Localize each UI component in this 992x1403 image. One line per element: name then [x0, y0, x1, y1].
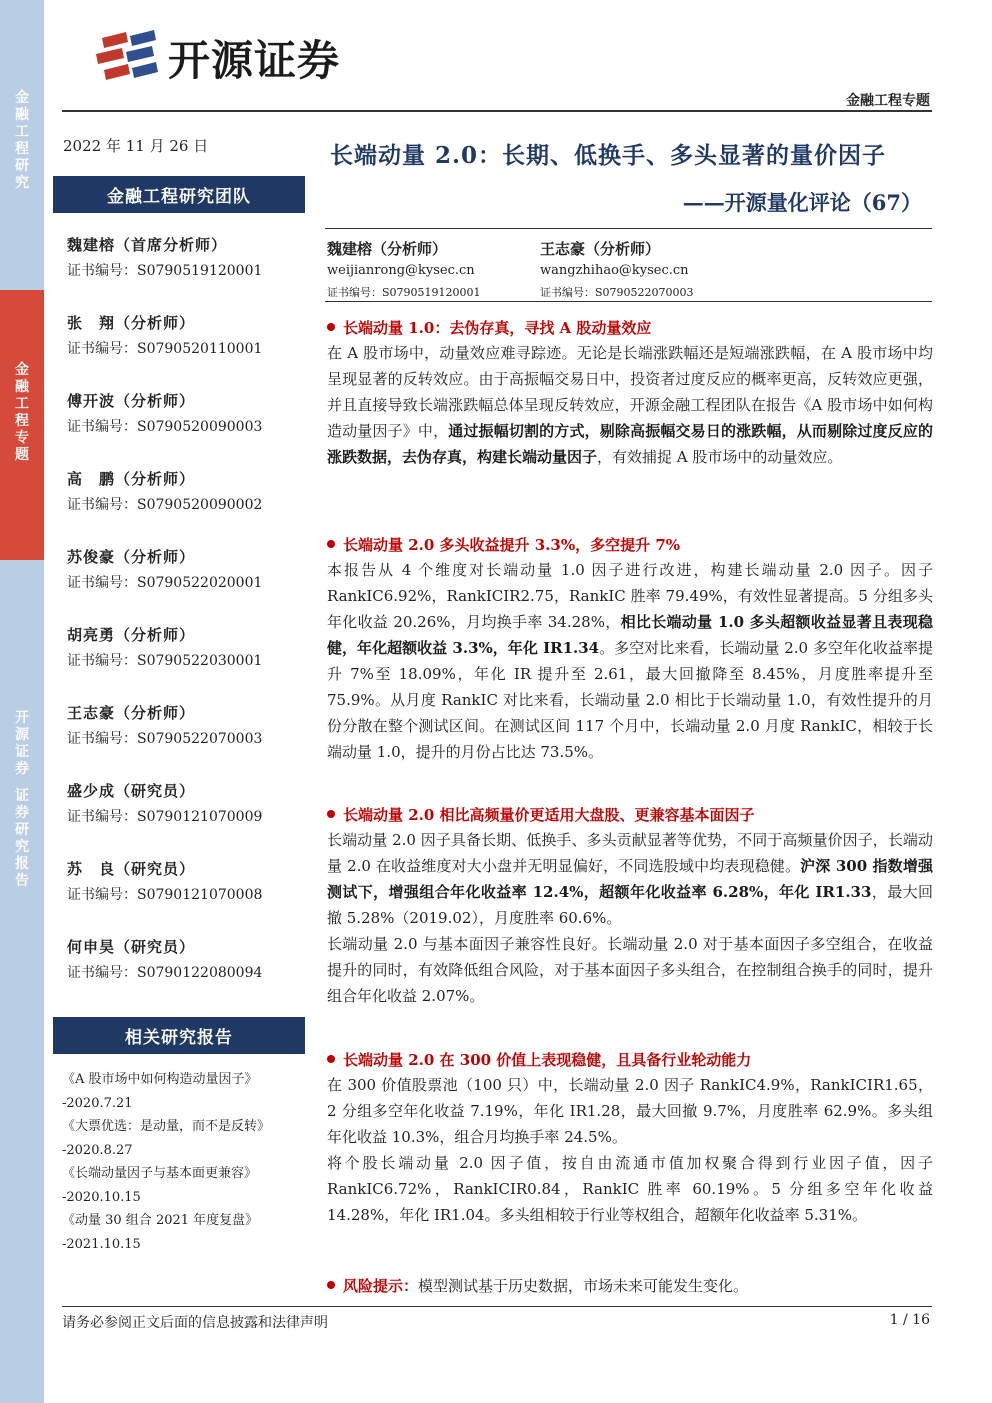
analyst-card — [327, 238, 481, 300]
sidebar-char: 研 — [15, 822, 29, 838]
related-report-link[interactable]: 《长端动量因子与基本面更兼容》 — [62, 1166, 258, 1181]
analyst-cert: 证书编号：S0790522070003 — [540, 286, 694, 299]
team-member — [67, 936, 307, 1014]
member-name: 苏俊豪（分析师） — [67, 548, 196, 566]
section-heading-text: 长端动量 2.0 多头收益提升 3.3%，多空提升 7% — [343, 535, 681, 554]
report-category: 金融工程专题 — [846, 93, 930, 109]
analyst-name: 王志豪（分析师） — [540, 240, 661, 258]
team-member — [67, 468, 307, 546]
left-color-strip — [0, 0, 44, 1403]
brand-name: 开源证券 — [168, 36, 341, 85]
related-report-date: -2020.10.15 — [62, 1189, 141, 1205]
member-name: 魏建榕（首席分析师） — [67, 236, 228, 254]
member-cert: 证书编号：S0790520090002 — [67, 497, 263, 513]
sidebar-char: 究 — [15, 175, 29, 191]
summary-section — [327, 801, 933, 1009]
related-reports-list — [62, 1068, 302, 1256]
team-banner: 金融工程研究团队 — [53, 176, 305, 213]
member-cert: 证书编号：S0790522030001 — [67, 653, 263, 669]
section-paragraph — [327, 340, 933, 470]
sidebar-char: 券 — [15, 805, 29, 821]
report-date: 2022 年 11 月 26 日 — [63, 137, 209, 155]
sidebar-char: 究 — [15, 839, 29, 855]
strip-segment-topic — [0, 290, 44, 560]
analyst-divider-top — [325, 228, 932, 229]
paragraph-emphasis: 通过振幅切割的方式，剔除高振幅交易日的涨跌幅，从而剔除过度反应的涨跌数据，去伪存真，构建长端动量因子 — [327, 422, 933, 466]
bullet-icon — [327, 323, 335, 331]
paragraph-emphasis: 相比长端动量 1.0 多头超额收益显著且表现稳健，年化超额收益 3.3%，年化 IR1.34 — [327, 613, 933, 657]
section-paragraph: 在 300 价值股票池（100 只）中，长端动量 2.0 因子 RankIC4.9%，RankICIR1.65，2 分组多空年化收益 7.19%，年化 IR1.28，最大回撤 9.7%，月度胜率 62.9%。多头组年化收益 10.3%，组合月均换手率 24.5%。 — [327, 1076, 933, 1146]
bullet-icon — [327, 540, 335, 548]
related-report-date: -2021.10.15 — [62, 1236, 141, 1252]
team-member — [67, 546, 307, 624]
section-heading — [327, 314, 933, 340]
sidebar-char: 源 — [15, 727, 29, 743]
sidebar-char: 证 — [15, 788, 29, 804]
risk-label: 风险提示： — [343, 1276, 419, 1295]
section-paragraph: 将个股长端动量 2.0 因子值，按自由流通市值加权聚合得到行业因子值，因子 RankIC6.72%，RankICIR0.84，RankIC 胜率 60.19%。5 分组多空年化收益 14.28%，年化 IR1.04。多头组相较于行业等权组合，超额年化收益率 5.31%。 — [327, 1154, 933, 1224]
section-heading-text: 长端动量 2.0 在 300 价值上表现稳健，且具备行业轮动能力 — [343, 1050, 752, 1069]
related-report-link[interactable]: 《大票优选：是动量，而不是反转》 — [62, 1119, 271, 1134]
member-name: 张 翔（分析师） — [67, 314, 196, 332]
sidebar-char: 研 — [15, 158, 29, 174]
member-cert: 证书编号：S0790519120001 — [67, 263, 263, 279]
team-member — [67, 624, 307, 702]
sidebar-char: 题 — [15, 447, 29, 463]
page-number: 1 / 16 — [889, 1312, 930, 1328]
strip-segment-brand — [0, 560, 44, 1403]
analyst-card — [540, 238, 694, 300]
paragraph-emphasis: 沪深 300 指数增强测试下，增强组合年化收益率 12.4%，超额年化收益率 6.28%，年化 IR1.33 — [327, 857, 933, 901]
paragraph-text: 本报告从 4 个维度对长端动量 1.0 因子进行改进，构建长端动量 2.0 因子。因子 RankIC6.92%，RankICIR2.75，RankIC 胜率 79.49%，有效性显著提高。5 分组多头年化收益 20.26%，月均换手率 34.28%， — [327, 561, 933, 631]
analyst-name: 魏建榕（分析师） — [327, 240, 448, 258]
bullet-icon — [327, 810, 335, 818]
analyst-email[interactable]: wangzhihao@kysec.cn — [540, 263, 689, 278]
member-name: 傅开波（分析师） — [67, 392, 196, 410]
bullet-icon — [327, 1281, 335, 1289]
sidebar-char: 程 — [15, 413, 29, 429]
header-divider — [62, 110, 932, 112]
team-member — [67, 858, 307, 936]
brand-logo-icon — [92, 28, 162, 88]
related-report-date: -2020.8.27 — [62, 1142, 133, 1158]
section-heading — [327, 531, 933, 557]
member-name: 苏 良（研究员） — [67, 860, 196, 878]
sidebar-char: 开 — [15, 710, 29, 726]
related-reports-banner: 相关研究报告 — [53, 1017, 305, 1054]
section-paragraph — [327, 557, 933, 765]
report-subtitle: ——开源量化评论（67） — [682, 190, 922, 215]
member-cert: 证书编号：S0790122080094 — [67, 965, 263, 981]
bullet-icon — [327, 1055, 335, 1063]
sidebar-char: 工 — [15, 396, 29, 412]
sidebar-char: 金 — [15, 362, 29, 378]
member-name: 王志豪（分析师） — [67, 704, 196, 722]
member-name: 胡亮勇（分析师） — [67, 626, 196, 644]
risk-warning — [327, 1272, 748, 1298]
sidebar-char: 融 — [15, 107, 29, 123]
member-cert: 证书编号：S0790121070009 — [67, 809, 263, 825]
paragraph-text: 长端动量 2.0 因子具备长期、低换手、多头贡献显著等优势，不同于高频量价因子，长端动量 2.0 在收益维度对大小盘并无明显偏好，不同选股域中均表现稳健。 — [327, 831, 933, 875]
analyst-cert: 证书编号：S0790519120001 — [327, 286, 481, 299]
footer-divider — [62, 1306, 932, 1307]
member-cert: 证书编号：S0790121070008 — [67, 887, 263, 903]
paragraph-text: 。多空对比来看，长端动量 2.0 多空年化收益率提升 7%至 18.09%，年化 IR 提升至 2.61，最大回撤降至 8.45%，月度胜率提升至 75.9%。从月度 RankIC 对比来看，长端动量 2.0 相比于长端动量 1.0，有效性提升的月份分散在整个测试区间。在测试区间 117 个月中，长端动量 2.0 月度 RankIC，相较于长端动量 1.0，提升的月份占比达 73.5%。 — [327, 639, 933, 761]
paragraph-text: 在 A 股市场中，动量效应难寻踪迹。无论是长端涨跌幅还是短端涨跌幅，在 A 股市场中均呈现显著的反转效应。由于高振幅交易日中，投资者过度反应的概率更高，反转效应更强，并且直接导致长端涨跌幅总体呈现反转效应，开源金融工程团队在报告《A 股市场中如何构造动量因子》中， — [327, 344, 933, 440]
related-report-date: -2020.7.21 — [62, 1095, 133, 1111]
team-member — [67, 390, 307, 468]
sidebar-char: 告 — [15, 873, 29, 889]
section-heading-text: 长端动量 2.0 相比高频量价更适用大盘股、更兼容基本面因子 — [343, 805, 755, 824]
related-report-link[interactable]: 《A 股市场中如何构造动量因子》 — [62, 1072, 258, 1087]
sidebar-char: 程 — [15, 141, 29, 157]
member-cert: 证书编号：S0790520090003 — [67, 419, 263, 435]
member-name: 盛少成（研究员） — [67, 782, 196, 800]
summary-section — [327, 1046, 933, 1228]
team-member — [67, 780, 307, 858]
sidebar-char: 专 — [15, 430, 29, 446]
member-name: 高 鹏（分析师） — [67, 470, 196, 488]
team-list — [67, 234, 307, 1014]
risk-text: 模型测试基于历史数据，市场未来可能发生变化。 — [418, 1276, 749, 1295]
sidebar-char: 工 — [15, 124, 29, 140]
team-member — [67, 702, 307, 780]
report-title: 长端动量 2.0：长期、低换手、多头显著的量价因子 — [330, 142, 887, 169]
team-member — [67, 234, 307, 312]
related-report-link[interactable]: 《动量 30 组合 2021 年度复盘》 — [62, 1213, 259, 1228]
strip-segment-research — [0, 0, 44, 290]
sidebar-char: 券 — [15, 761, 29, 777]
member-name: 何申昊（研究员） — [67, 938, 196, 956]
sidebar-char: 证 — [15, 744, 29, 760]
summary-section — [327, 314, 933, 470]
analyst-email[interactable]: weijianrong@kysec.cn — [327, 263, 475, 278]
section-heading-text: 长端动量 1.0：去伪存真，寻找 A 股动量效应 — [343, 318, 652, 337]
sidebar-char: 融 — [15, 379, 29, 395]
member-cert: 证书编号：S0790520110001 — [67, 341, 263, 357]
member-cert: 证书编号：S0790522020001 — [67, 575, 263, 591]
section-heading — [327, 801, 933, 827]
summary-section — [327, 531, 933, 765]
footer-disclaimer: 请务必参阅正文后面的信息披露和法律声明 — [62, 1315, 328, 1331]
sidebar-char: 金 — [15, 90, 29, 106]
paragraph-text: ，有效捕捉 A 股市场中的动量效应。 — [597, 448, 843, 466]
brand-logo — [92, 28, 340, 88]
section-heading — [327, 1046, 933, 1072]
sidebar-char: 报 — [15, 856, 29, 872]
section-paragraph: 长端动量 2.0 与基本面因子兼容性良好。长端动量 2.0 对于基本面因子多空组合，在收益提升的同时，有效降低组合风险，对于基本面因子多头组合，在控制组合换手的同时，提升组合年化收益 2.07%。 — [327, 935, 933, 1005]
analyst-divider-bottom — [325, 301, 932, 302]
team-member — [67, 312, 307, 390]
member-cert: 证书编号：S0790522070003 — [67, 731, 263, 747]
paragraph-text: ，最大回撤 5.28%（2019.02），月度胜率 60.6%。 — [327, 883, 933, 927]
section-paragraph — [327, 827, 933, 931]
